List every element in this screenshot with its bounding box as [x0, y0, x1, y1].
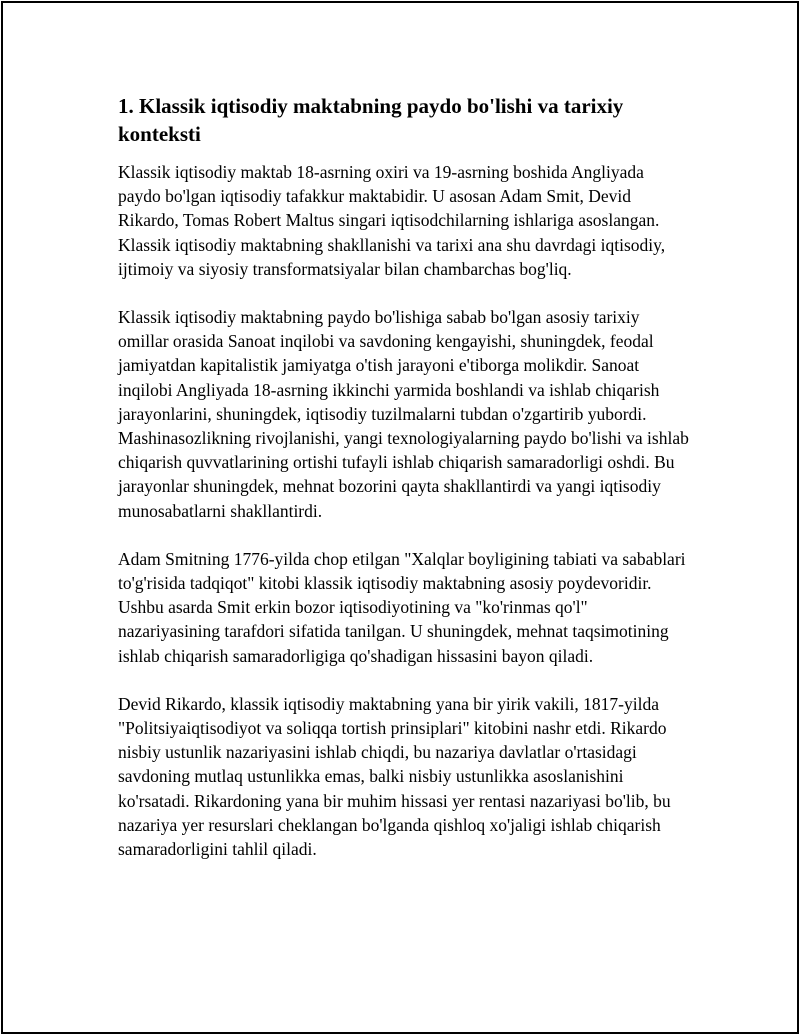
paragraph-intro: Klassik iqtisodiy maktab 18-asrning oxiri va 19-asrning boshida Angliyada paydo bo'lgan iqtisodiy tafakkur maktabidir. U asosan Adam Smit, Devid Rikardo, Tomas Robert Maltus singari iqtisodchilarning ishlariga asoslangan. Klassik iqtisodiy maktabning shakllanishi va tarixi ana shu davrdagi iqtisodiy, ijtimoiy va siyosiy transformatsiyalar bilan chambarchas bog'liq.	[118, 162, 666, 279]
paragraph-adam-smith: Adam Smitning 1776-yilda chop etilgan "Xalqlar boyligining tabiati va sabablari to'g'risida tadqiqot" kitobi klassik iqtisodiy maktabning asosiy poydevoridir. Ushbu asarda Smit erkin bozor iqtisodiyotining va "ko'rinmas qo'l" nazariyasining tarafdori sifatida tanilgan. U shuningdek, mehnat taqsimotining ishlab chiqarish samaradorligiga qo'shadigan hissasini bayon qiladi.	[118, 548, 686, 666]
paragraph-historical-factors: Klassik iqtisodiy maktabning paydo bo'lishiga sabab bo'lgan asosiy tarixiy omillar orasida Sanoat inqilobi va savdoning kengayishi, shuningdek, feodal jamiyatdan kapitalistik jamiyatga o'tish jarayoni e'tiborga molikdir. Sanoat inqilobi Angliyada 18-asrning ikkinchi yarmida boshlandi va ishlab chiqarish jarayonlarini, shuningdek, iqtisodiy tuzilmalarni tubdan o'zgartirib yubordi. Mashinasozlikning rivojlanishi, yangi texnologiyalarning paydo bo'lishi va ishlab chiqarish quvvatlarining ortishi tufayli ishlab chiqarish samaradorligi oshdi. Bu jarayonlar shuningdek, mehnat bozorini qayta shakllantirdi va yangi iqtisodiy munosabatlarni shakllantirdi.	[118, 307, 689, 521]
paragraph-david-ricardo: Devid Rikardo, klassik iqtisodiy maktabning yana bir yirik vakili, 1817-yilda "Politsiyaiqtisodiyot va soliqqa tortish prinsiplari" kitobini nashr etdi. Rikardo nisbiy ustunlik nazariyasini ishlab chiqdi, bu nazariya davlatlar o'rtasidagi savdoning mutlaq ustunlikka emas, balki nisbiy ustunlikka asoslanishini ko'rsatadi. Rikardoning yana bir muhim hissasi yer rentasi nazariyasi bo'lib, bu nazariya yer resurslari cheklangan bo'lganda qishloq xo'jaligi ishlab chiqarish samaradorligini tahlil qiladi.	[118, 693, 671, 860]
section-heading: 1. Klassik iqtisodiy maktabning paydo bo'lishi va tarixiy konteksti	[118, 94, 624, 146]
document-body	[118, 92, 690, 885]
